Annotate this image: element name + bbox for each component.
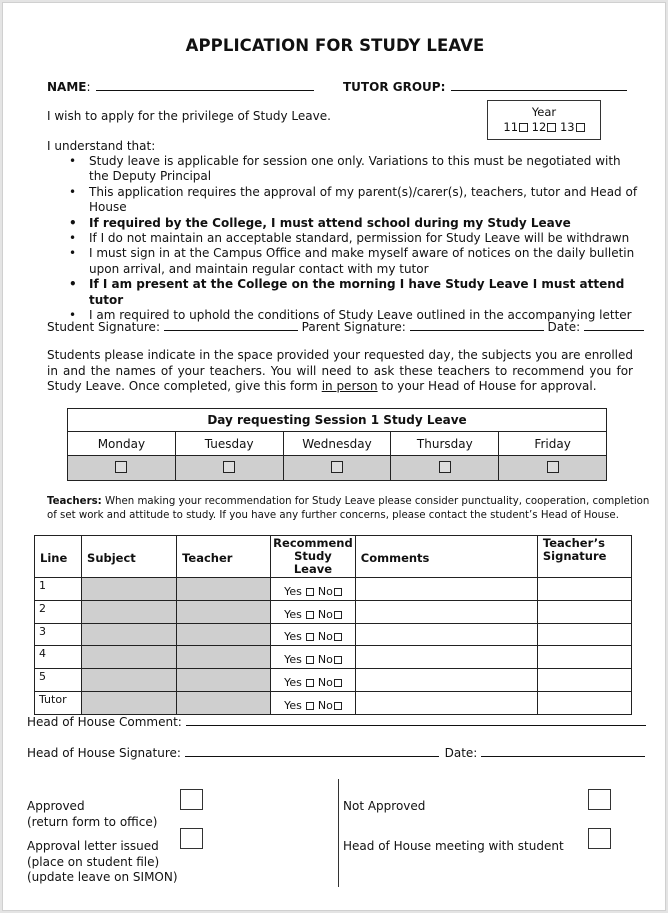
- year-11-checkbox[interactable]: [519, 123, 528, 132]
- comments-cell[interactable]: [355, 669, 537, 692]
- comments-cell[interactable]: [355, 646, 537, 669]
- name-field-row: [47, 79, 314, 94]
- student-signature-line[interactable]: [164, 319, 298, 331]
- recommend-cell: Yes No: [271, 691, 356, 714]
- day-thursday: Thursday: [391, 432, 499, 456]
- recommend-cell: Yes No: [271, 578, 356, 601]
- table-row: [35, 578, 632, 601]
- monday-checkbox[interactable]: [115, 461, 127, 473]
- comments-cell[interactable]: [355, 623, 537, 646]
- hoh-date-label: Date:: [444, 746, 478, 760]
- day-tuesday: Tuesday: [175, 432, 283, 456]
- friday-cell: [499, 456, 607, 481]
- day-monday: Monday: [68, 432, 176, 456]
- approval-letter-checkbox[interactable]: [180, 828, 203, 849]
- no-checkbox[interactable]: [334, 656, 342, 664]
- teachers-note-line: When making your recommendation for Study Leave please consider punctuality, cooperation, completion: [101, 496, 650, 507]
- parent-signature-label: Parent Signature:: [301, 320, 406, 334]
- instructions-paragraph: [47, 348, 633, 395]
- signature-cell[interactable]: [537, 578, 631, 601]
- line-number: Tutor: [35, 691, 82, 714]
- year-label: Year: [531, 105, 557, 119]
- friday-checkbox[interactable]: [547, 461, 559, 473]
- teacher-cell[interactable]: [177, 646, 271, 669]
- comments-cell[interactable]: [355, 600, 537, 623]
- day-friday: Friday: [499, 432, 607, 456]
- subject-cell[interactable]: [82, 623, 177, 646]
- teacher-cell[interactable]: [177, 600, 271, 623]
- teachers-note-line: of set work and attitude to study. If you have any further concerns, please contact the student’s Head of House.: [47, 509, 619, 521]
- intro-text: I wish to apply for the privilege of Study Leave.: [47, 109, 331, 123]
- day-table-title: Day requesting Session 1 Study Leave: [68, 409, 607, 432]
- table-row: [35, 623, 632, 646]
- teacher-cell[interactable]: [177, 669, 271, 692]
- no-checkbox[interactable]: [334, 588, 342, 596]
- col-teacher: Teacher: [177, 536, 271, 578]
- tutor-group-input-line[interactable]: [451, 79, 627, 91]
- name-colon: :: [86, 80, 91, 94]
- subject-cell[interactable]: [82, 669, 177, 692]
- approval-letter-label: Approval letter issued (place on student file) (update leave on SIMON): [27, 839, 178, 884]
- line-number: 3: [35, 623, 82, 646]
- table-row: [35, 691, 632, 714]
- hoh-meeting-label: Head of House meeting with student: [343, 839, 564, 853]
- student-signature-label: Student Signature:: [47, 320, 160, 334]
- yes-checkbox[interactable]: [306, 611, 314, 619]
- tutor-group-row: [343, 79, 627, 94]
- recommend-cell: Yes No: [271, 669, 356, 692]
- year-12-checkbox[interactable]: [547, 123, 556, 132]
- name-input-line[interactable]: [96, 79, 314, 91]
- col-line: Line: [35, 536, 82, 578]
- term-item-bold: • If I am present at the College on the morning I have Study Leave I must attend tutor: [69, 277, 639, 308]
- col-comments: Comments: [355, 536, 537, 578]
- signature-cell[interactable]: [537, 623, 631, 646]
- signature-row: [47, 319, 644, 334]
- instructions-text: Students please indicate in the space provided your requested day, the subjects you are enrolled in and the names of your teachers. You will need to ask these teachers to recommend you for Study Leave. Once completed, give this form: [47, 348, 633, 393]
- subject-cell[interactable]: [82, 691, 177, 714]
- year-12-label: 12: [531, 120, 547, 134]
- form-page: [2, 2, 666, 911]
- term-item: • I must sign in at the Campus Office and make myself aware of notices on the daily bulletin upon arrival, and maintain regular contact with my tutor: [69, 246, 639, 277]
- signature-cell[interactable]: [537, 669, 631, 692]
- instructions-text-end: to your Head of House for approval.: [377, 379, 597, 393]
- hoh-signature-line[interactable]: [185, 745, 439, 757]
- hoh-comment-row: [27, 714, 646, 729]
- instructions-underlined: in person: [321, 379, 378, 393]
- col-recommend: Recommend Study Leave: [271, 536, 356, 578]
- understand-label: I understand that:: [47, 139, 156, 153]
- not-approved-label: Not Approved: [343, 799, 426, 813]
- subject-cell[interactable]: [82, 646, 177, 669]
- hoh-comment-label: Head of House Comment:: [27, 715, 182, 729]
- recommend-cell: Yes No: [271, 600, 356, 623]
- tuesday-cell: [175, 456, 283, 481]
- subject-cell[interactable]: [82, 578, 177, 601]
- thursday-checkbox[interactable]: [439, 461, 451, 473]
- subject-cell[interactable]: [82, 600, 177, 623]
- wednesday-checkbox[interactable]: [331, 461, 343, 473]
- parent-signature-line[interactable]: [410, 319, 544, 331]
- line-number: 1: [35, 578, 82, 601]
- signature-cell[interactable]: [537, 691, 631, 714]
- no-checkbox[interactable]: [334, 633, 342, 641]
- table-row: [35, 600, 632, 623]
- comments-cell[interactable]: [355, 691, 537, 714]
- wednesday-cell: [283, 456, 391, 481]
- tuesday-checkbox[interactable]: [223, 461, 235, 473]
- term-item: • If I do not maintain an acceptable standard, permission for Study Leave will be withdrawn: [69, 231, 639, 246]
- line-number: 4: [35, 646, 82, 669]
- hoh-date-line[interactable]: [481, 745, 645, 757]
- office-divider: [338, 779, 339, 887]
- yes-checkbox[interactable]: [306, 588, 314, 596]
- yes-checkbox[interactable]: [306, 679, 314, 687]
- line-number: 2: [35, 600, 82, 623]
- hoh-comment-line[interactable]: [186, 714, 646, 726]
- year-options: [488, 120, 600, 135]
- year-selector-box: [487, 100, 601, 140]
- yes-checkbox[interactable]: [306, 702, 314, 710]
- no-checkbox[interactable]: [334, 611, 342, 619]
- signature-cell[interactable]: [537, 600, 631, 623]
- col-subject: Subject: [82, 536, 177, 578]
- teacher-cell[interactable]: [177, 578, 271, 601]
- teacher-cell[interactable]: [177, 691, 271, 714]
- name-label: NAME: [47, 80, 87, 94]
- recommend-cell: Yes No: [271, 646, 356, 669]
- table-row: [35, 646, 632, 669]
- col-teacher-signature: Teacher’s Signature: [537, 536, 631, 578]
- teachers-note-label: Teachers:: [47, 496, 102, 507]
- teachers-note: [47, 495, 649, 522]
- yes-checkbox[interactable]: [306, 633, 314, 641]
- yes-checkbox[interactable]: [306, 656, 314, 664]
- date-line[interactable]: [584, 319, 644, 331]
- approved-label: Approved (return form to office): [27, 799, 158, 829]
- day-request-table: [67, 408, 607, 481]
- monday-cell: [68, 456, 176, 481]
- table-row: [35, 669, 632, 692]
- thursday-cell: [391, 456, 499, 481]
- teacher-cell[interactable]: [177, 623, 271, 646]
- hoh-signature-label: Head of House Signature:: [27, 746, 181, 760]
- term-item: • Study leave is applicable for session one only. Variations to this must be negotiated with the Deputy Principal: [69, 154, 639, 185]
- signature-cell[interactable]: [537, 646, 631, 669]
- tutor-group-label: TUTOR GROUP:: [343, 80, 446, 94]
- term-item-bold: • If required by the College, I must attend school during my Study Leave: [69, 216, 639, 231]
- year-13-checkbox[interactable]: [576, 123, 585, 132]
- year-11-label: 11: [503, 120, 519, 134]
- comments-cell[interactable]: [355, 578, 537, 601]
- approved-checkbox[interactable]: [180, 789, 203, 810]
- term-item: • This application requires the approval of my parent(s)/carer(s), teachers, tutor and Head of House: [69, 185, 639, 216]
- terms-list: [69, 154, 639, 323]
- day-wednesday: Wednesday: [283, 432, 391, 456]
- no-checkbox[interactable]: [334, 702, 342, 710]
- not-approved-checkbox[interactable]: [588, 789, 611, 810]
- year-13-label: 13: [559, 120, 575, 134]
- subject-recommendation-table: [34, 535, 632, 715]
- recommend-cell: Yes No: [271, 623, 356, 646]
- line-number: 5: [35, 669, 82, 692]
- term-item: • I am required to uphold the conditions of Study Leave outlined in the accompanying letter: [69, 308, 639, 323]
- date-label: Date:: [547, 320, 581, 334]
- hoh-signature-row: [27, 745, 645, 760]
- no-checkbox[interactable]: [334, 679, 342, 687]
- page-title: APPLICATION FOR STUDY LEAVE: [185, 36, 485, 55]
- hoh-meeting-checkbox[interactable]: [588, 828, 611, 849]
